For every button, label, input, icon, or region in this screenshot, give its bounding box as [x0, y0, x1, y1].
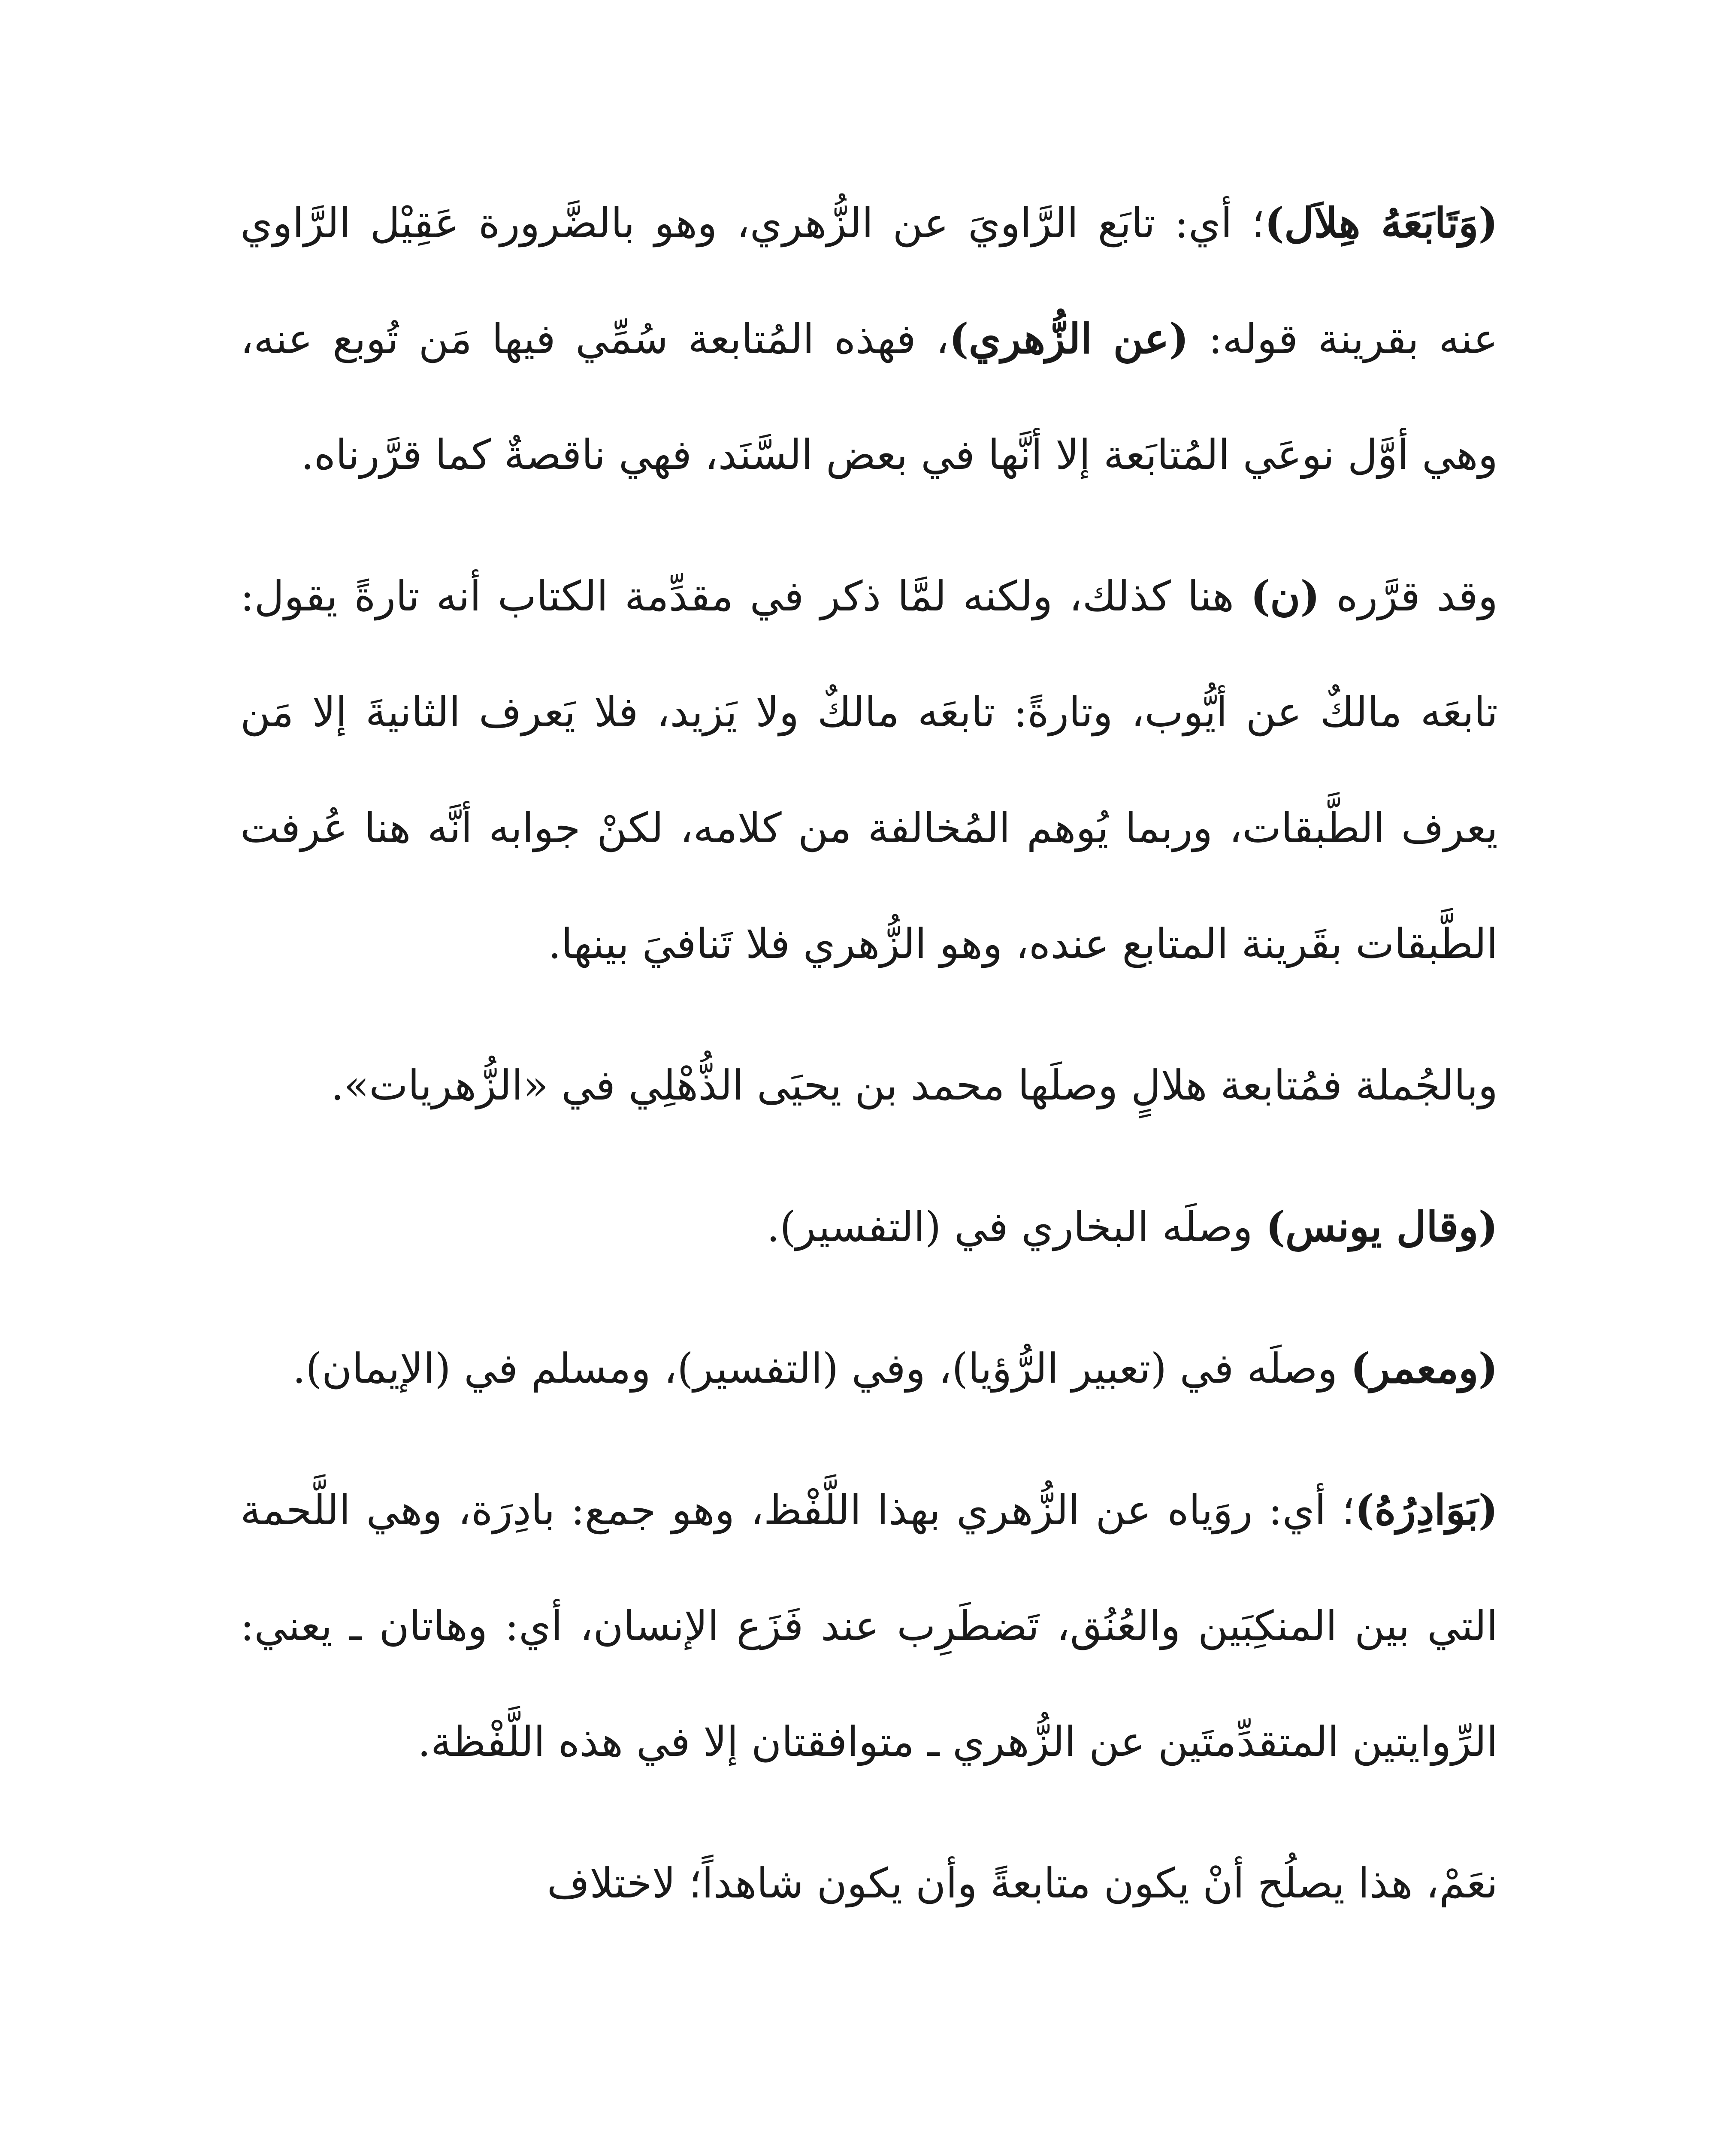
- paragraph: [240, 1825, 1498, 1941]
- paragraph-text: ؛ أي: تابَع الرَّاويَ عن الزُّهري، وهو بالضَّرورة عَقِيْل الرَّاوي عنه بقرينة قوله:: [240, 199, 1498, 363]
- paragraph: [240, 1452, 1498, 1800]
- quoted-term: (ن): [1250, 572, 1320, 620]
- paragraph-text: وصلَه البخاري في (التفسير).: [766, 1203, 1266, 1251]
- quoted-term: (بَوَادِرُهُ): [1355, 1486, 1498, 1534]
- paragraph-text: وبالجُملة فمُتابعة هلالٍ وصلَها محمد بن يحيَى الذُّهْلِي في «الزُّهريات».: [330, 1061, 1498, 1109]
- paragraph: [240, 538, 1498, 1002]
- paragraph-text: وصلَه في (تعبير الرُّؤيا)، وفي (التفسير)، ومسلم في (الإيمان).: [292, 1344, 1351, 1393]
- paragraph: [240, 1169, 1498, 1285]
- quoted-term: (عن الزُّهري): [949, 314, 1189, 363]
- quoted-term: (وَتَابَعَهُ هِلاَل): [1264, 199, 1498, 247]
- paragraph-text: ، فهذه المُتابعة سُمِّي فيها مَن تُوبع عنه، وهي أوَّل نوعَي المُتابَعة إلا أنَّها في بعض السَّنَد، فهي ناقصةٌ كما قرَّرناه.: [240, 315, 1498, 479]
- quoted-term: (ومعمر): [1350, 1344, 1498, 1393]
- paragraph-text: هنا كذلك، ولكنه لمَّا ذكر في مقدِّمة الكتاب أنه تارةً يقول: تابعَه مالكٌ عن أيُّوب، وتارةً: تابعَه مالكٌ ولا يَزيد، فلا يَعرف الثانيةَ إلا مَن يعرف الطَّبقات، وربما يُوهم المُخالفة من كلامه، لكنْ جوابه أنَّه هنا عُرفت الطَّبقات بقَرينة المتابع عنده، وهو الزُّهري فلا تَنافيَ بينها.: [240, 572, 1498, 968]
- paragraph: [240, 1311, 1498, 1426]
- paragraph-text: ؛ أي: روَياه عن الزُّهري بهذا اللَّفْظ، وهو جمع: بادِرَة، وهي اللَّحمة التي بين المنكِبَين والعُنُق، تَضطَرِب عند فَزَع الإنسان، أي: وهاتان ـ يعني: الرِّوايتين المتقدِّمتَين عن الزُّهري ـ متوافقتان إلا في هذه اللَّفْظة.: [240, 1486, 1498, 1766]
- paragraph: [240, 1027, 1498, 1143]
- paragraph: [240, 165, 1498, 513]
- quoted-term: (وقال يونس): [1266, 1202, 1498, 1251]
- paragraph-text: نعَمْ، هذا يصلُح أنْ يكون متابعةً وأن يكون شاهداً؛ لاختلاف: [547, 1859, 1498, 1907]
- body-text: [240, 165, 1498, 1967]
- paragraph-text: وقد قرَّره: [1319, 572, 1498, 620]
